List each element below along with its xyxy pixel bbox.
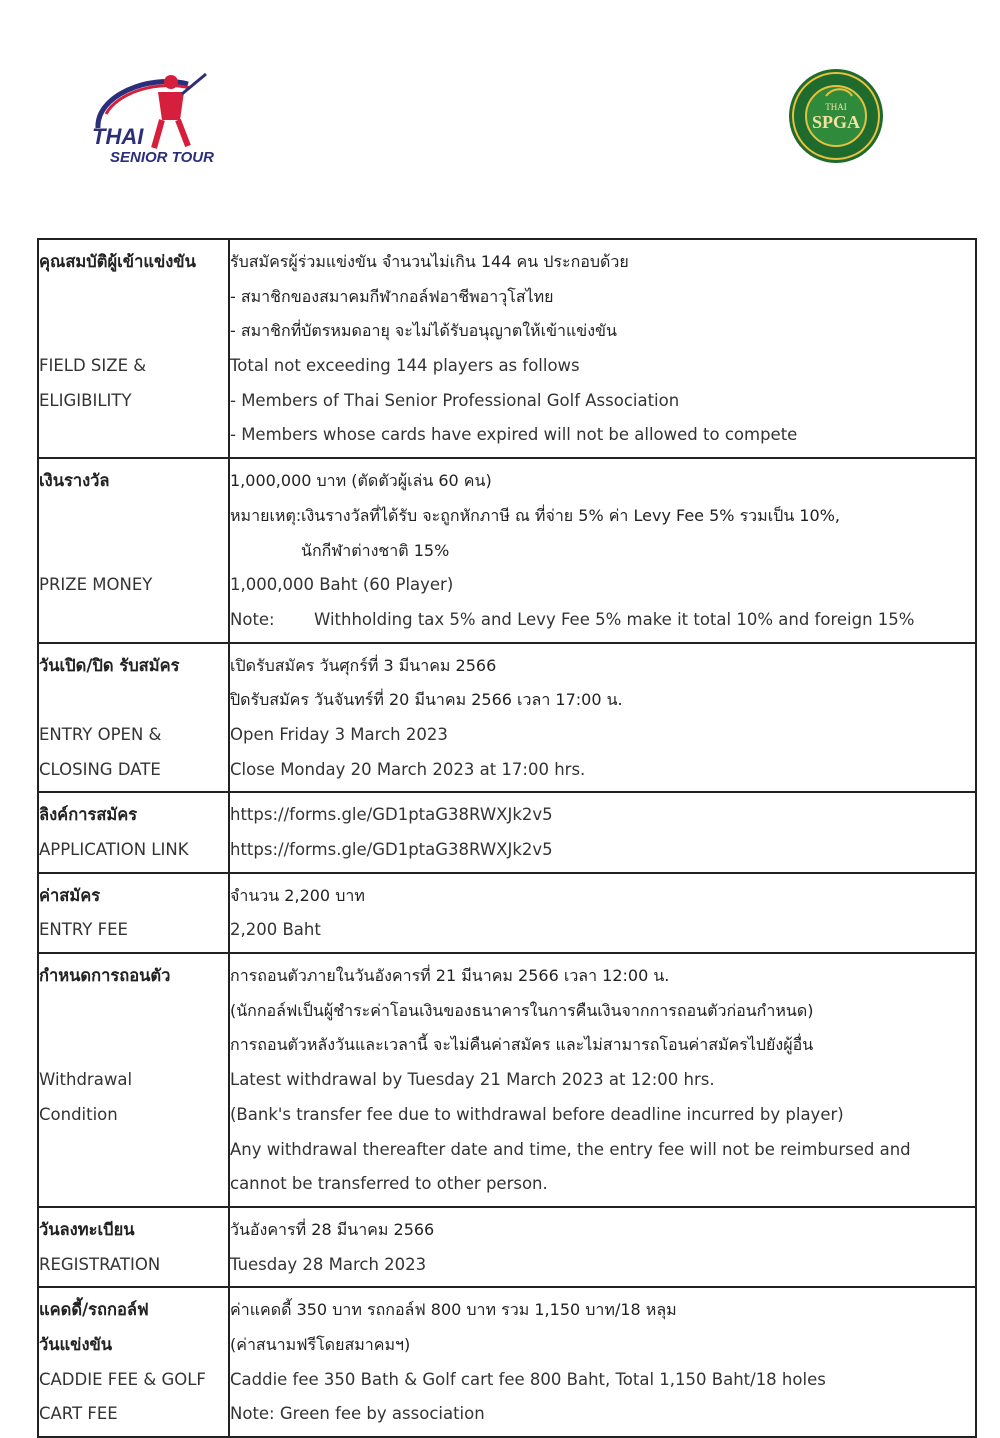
label-en: ELIGIBILITY xyxy=(39,390,132,410)
content-line: 2,200 Baht xyxy=(230,920,321,940)
content-line: Latest withdrawal by Tuesday 21 March 2023 at 12:00 hrs. xyxy=(230,1070,715,1090)
note-label: หมายเหตุ: xyxy=(230,505,302,525)
application-link[interactable]: https://forms.gle/GD1ptaG38RWXJk2v5 xyxy=(230,805,553,825)
content-line: ค่าแคดดี้ 350 บาท รถกอล์ฟ 800 บาท รวม 1,150 บาท/18 หลุม xyxy=(230,1300,677,1320)
content-line: การถอนตัวหลังวันและเวลานี้ จะไม่คืนค่าสมัคร และไม่สามารถโอนค่าสมัครไปยังผู้อื่น xyxy=(230,1035,814,1055)
tournament-info-table xyxy=(37,238,977,1438)
row-entry-fee xyxy=(38,873,976,953)
row-content xyxy=(229,239,976,458)
row-label xyxy=(38,953,229,1207)
content-line: - Members whose cards have expired will not be allowed to compete xyxy=(230,425,798,445)
row-label xyxy=(38,239,229,458)
label-en: Withdrawal xyxy=(39,1070,133,1090)
row-registration xyxy=(38,1207,976,1287)
row-content xyxy=(229,873,976,953)
content-line: - Members of Thai Senior Professional Golf Association xyxy=(230,390,680,410)
label-th: วันเปิด/ปิด รับสมัคร xyxy=(39,655,180,675)
label-en: REGISTRATION xyxy=(39,1254,161,1274)
content-line: Any withdrawal thereafter date and time, the entry fee will not be reimbursed and xyxy=(230,1139,911,1159)
row-content xyxy=(229,1207,976,1287)
content-line: Open Friday 3 March 2023 xyxy=(230,724,448,744)
content-line: ปิดรับสมัคร วันจันทร์ที่ 20 มีนาคม 2566 เวลา 17:00 น. xyxy=(230,690,623,710)
application-link[interactable]: https://forms.gle/GD1ptaG38RWXJk2v5 xyxy=(230,840,553,859)
row-field-size xyxy=(38,239,976,458)
svg-text:THAI: THAI xyxy=(92,124,144,149)
svg-text:THAI: THAI xyxy=(825,102,847,112)
row-label xyxy=(38,1287,229,1437)
row-prize-money xyxy=(38,458,976,642)
label-th: คุณสมบัติผู้เข้าแข่งขัน xyxy=(39,252,196,271)
note-label: Note: xyxy=(230,609,275,629)
row-application-link xyxy=(38,792,976,872)
content-line: การถอนตัวภายในวันอังคารที่ 21 มีนาคม 2566 เวลา 12:00 น. xyxy=(230,966,670,986)
content-line: 1,000,000 บาท (ตัดตัวผู้เล่น 60 คน) xyxy=(230,471,492,491)
content-line: เปิดรับสมัคร วันศุกร์ที่ 3 มีนาคม 2566 xyxy=(230,655,497,675)
label-en: APPLICATION LINK xyxy=(39,840,189,859)
row-content xyxy=(229,1287,976,1437)
label-th: แคดดี้/รถกอล์ฟ xyxy=(39,1300,149,1320)
content-line: Caddie fee 350 Bath & Golf cart fee 800 Baht, Total 1,150 Baht/18 holes xyxy=(230,1369,826,1389)
thai-spga-seal xyxy=(786,66,886,166)
label-th: วันแข่งขัน xyxy=(39,1334,113,1354)
label-en: FIELD SIZE & xyxy=(39,356,147,376)
svg-text:SENIOR TOUR: SENIOR TOUR xyxy=(110,149,214,166)
label-th: ค่าสมัคร xyxy=(39,885,101,905)
content-line: - สมาชิกของสมาคมกีฬากอล์ฟอาชีพอาวุโสไทย xyxy=(230,286,554,306)
row-label xyxy=(38,873,229,953)
note-line xyxy=(230,499,975,534)
content-line: รับสมัครผู้ร่วมแข่งขัน จำนวนไม่เกิน 144 คน ประกอบด้วย xyxy=(230,252,629,271)
content-line: (นักกอล์ฟเป็นผู้ชำระค่าโอนเงินของธนาคารในการคืนเงินจากการถอนตัวก่อนกำหนด) xyxy=(230,1000,814,1020)
content-line: วันอังคารที่ 28 มีนาคม 2566 xyxy=(230,1219,435,1239)
label-en: CART FEE xyxy=(39,1404,118,1424)
label-en: Condition xyxy=(39,1104,118,1124)
content-line: (ค่าสนามฟรีโดยสมาคมฯ) xyxy=(230,1334,411,1354)
content-line: Tuesday 28 March 2023 xyxy=(230,1254,427,1274)
label-th: วันลงทะเบียน xyxy=(39,1219,135,1239)
label-en: ENTRY FEE xyxy=(39,920,128,940)
label-th: กำหนดการถอนตัว xyxy=(39,966,171,986)
label-en: PRIZE MONEY xyxy=(39,575,153,595)
label-th: ลิงค์การสมัคร xyxy=(39,805,138,825)
row-content xyxy=(229,643,976,793)
content-line: cannot be transferred to other person. xyxy=(230,1174,548,1194)
svg-text:SPGA: SPGA xyxy=(811,112,861,132)
content-line: (Bank's transfer fee due to withdrawal before deadline incurred by player) xyxy=(230,1104,844,1124)
row-label xyxy=(38,792,229,872)
label-en: CADDIE FEE & GOLF xyxy=(39,1369,206,1389)
note-text: Withholding tax 5% and Levy Fee 5% make it total 10% and foreign 15% xyxy=(314,609,915,629)
row-caddie-fee xyxy=(38,1287,976,1437)
content-line: 1,000,000 Baht (60 Player) xyxy=(230,575,454,595)
label-th: เงินรางวัล xyxy=(39,471,110,491)
row-entry-dates xyxy=(38,643,976,793)
content-line: Close Monday 20 March 2023 at 17:00 hrs. xyxy=(230,759,586,779)
label-en: ENTRY OPEN & xyxy=(39,724,162,744)
row-label xyxy=(38,643,229,793)
note-text: เงินรางวัลที่ได้รับ จะถูกหักภาษี ณ ที่จ่าย 5% ค่า Levy Fee 5% รวมเป็น 10%, xyxy=(301,505,840,525)
row-content xyxy=(229,953,976,1207)
content-line: จำนวน 2,200 บาท xyxy=(230,885,365,905)
note-text: นักกีฬาต่างชาติ 15% xyxy=(301,540,450,560)
thai-senior-tour-logo xyxy=(88,66,238,166)
content-line: Total not exceeding 144 players as follows xyxy=(230,356,580,376)
row-content xyxy=(229,792,976,872)
row-label xyxy=(38,458,229,642)
row-label xyxy=(38,1207,229,1287)
content-line: - สมาชิกที่บัตรหมดอายุ จะไม่ได้รับอนุญาตให้เข้าแข่งขัน xyxy=(230,321,617,341)
note-line xyxy=(230,534,975,569)
content-line: Note: Green fee by association xyxy=(230,1404,485,1424)
row-content xyxy=(229,458,976,642)
label-en: CLOSING DATE xyxy=(39,759,161,779)
row-withdrawal xyxy=(38,953,976,1207)
note-line xyxy=(230,603,975,638)
